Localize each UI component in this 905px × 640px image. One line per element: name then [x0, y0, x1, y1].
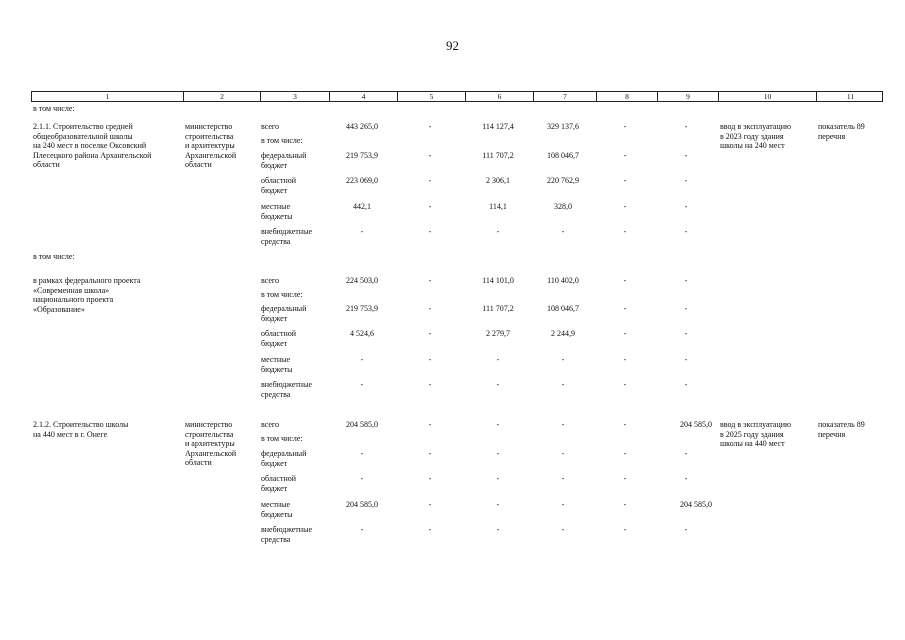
section1-name-line-4: области	[33, 160, 60, 169]
section3-row-1-val-4: -	[623, 449, 627, 458]
section1-name-line-0: 2.1.1. Строительство средней	[33, 122, 133, 131]
section1-row-4-val-3: -	[561, 227, 565, 236]
mid-subheading: в том числе:	[33, 252, 75, 261]
top-subheading: в том числе:	[33, 104, 75, 113]
section2-row-2-source-line-0: областной	[261, 329, 297, 338]
section3-row-3-source-line-1: бюджеты	[261, 510, 293, 519]
section1-row-4-source-line-0: внебюджетные	[261, 227, 312, 236]
section1-indicator-line-0: показатель 89	[818, 122, 865, 131]
section1-name-line-2: на 240 мест в поселке Оксовский	[33, 141, 147, 150]
section1-row-2-val-3: 220 762,9	[547, 176, 579, 185]
section2-row-3-source-line-0: местные	[261, 355, 291, 364]
section1-row-3-val-2: 114,1	[489, 202, 507, 211]
header-cell-7: 7	[533, 92, 596, 101]
section1-row-2-val-5: -	[684, 176, 688, 185]
section1-row-3-val-0: 442,1	[353, 202, 371, 211]
section3-executor-line-3: Архангельской	[185, 448, 237, 458]
section2-row-2-val-3: 2 244,9	[551, 329, 575, 338]
section3-row-0-val-4: -	[623, 420, 627, 429]
section1-row-3-val-4: -	[623, 202, 627, 211]
section1-row-1-val-1: -	[428, 151, 432, 160]
section1-row-4-val-1: -	[428, 227, 432, 236]
section2-row-1-val-1: -	[428, 304, 432, 313]
section3-row-3-val-3: -	[561, 500, 565, 509]
section2-row-4-val-1: -	[428, 380, 432, 389]
section2-row-1-val-4: -	[623, 304, 627, 313]
section2-row-0-source-line-0: всего	[261, 276, 280, 285]
header-cell-3: 3	[260, 92, 329, 101]
section2-row-1-val-3: 108 046,7	[547, 304, 579, 313]
section2-row-3-val-1: -	[428, 355, 432, 364]
section3-row-1-val-2: -	[496, 449, 500, 458]
section2-name-line-2: национального проекта	[33, 295, 114, 304]
section2-row-2-val-5: -	[684, 329, 688, 338]
section1-row-4-source-line-1: средства	[261, 237, 291, 246]
section3-result-line-1: в 2025 году здания	[720, 429, 784, 439]
section1-row-1-val-5: -	[684, 151, 688, 160]
section3-row-1-source-line-0: федеральный	[261, 449, 307, 458]
page-number: 92	[446, 38, 459, 53]
section3-indicator-line-1: перечня	[818, 429, 846, 439]
section3-row-3-source-line-0: местные	[261, 500, 291, 509]
section2-row-1-val-5: -	[684, 304, 688, 313]
column-header-row	[31, 91, 883, 102]
section2-row-3-val-3: -	[561, 355, 565, 364]
section2-row-3-val-0: -	[360, 355, 364, 364]
section1-row-2-source-line-0: областной	[261, 176, 297, 185]
section1-row-2-val-1: -	[428, 176, 432, 185]
section2-row-4-val-4: -	[623, 380, 627, 389]
section1-row-2-val-4: -	[623, 176, 627, 185]
section1-row-0-val-1: -	[428, 122, 432, 131]
header-cell-11: 11	[816, 92, 884, 101]
section3-row-1-val-1: -	[428, 449, 432, 458]
section2-row-4-val-3: -	[561, 380, 565, 389]
section3-row-0-val-5: 204 585,0	[680, 420, 712, 429]
section1-result-line-2: школы на 240 мест	[720, 141, 785, 150]
section2-row-4-val-5: -	[684, 380, 688, 389]
section3-row-3-val-4: -	[623, 500, 627, 509]
section2-row-3-source-line-1: бюджеты	[261, 365, 293, 374]
header-cell-10: 10	[718, 92, 816, 101]
section1-row-2-val-2: 2 306,1	[486, 176, 510, 185]
section2-row-0-val-4: -	[623, 276, 627, 285]
section1-row-1-val-3: 108 046,7	[547, 151, 579, 160]
section3-row-3-val-0: 204 585,0	[346, 500, 378, 509]
section2-row-0-val-1: -	[428, 276, 432, 285]
section3-executor-line-0: министерство	[185, 420, 233, 429]
section2-name-line-0: в рамках федерального проекта	[33, 276, 141, 285]
header-cell-2: 2	[183, 92, 260, 101]
section2-row-3-val-4: -	[623, 355, 627, 364]
section2-row-1-val-0: 219 753,9	[346, 304, 378, 313]
section3-row-0-source-line-0: всего	[261, 420, 280, 429]
section1-executor-line-4: области	[185, 160, 212, 169]
section1-name-line-3: Плесецкого района Архангельской	[33, 150, 152, 160]
section1-row-0-val-3: 329 137,6	[547, 122, 579, 131]
section1-row-3-val-5: -	[684, 202, 688, 211]
section3-row-2-source-line-0: областной	[261, 474, 297, 483]
section2-row-4-source-line-1: средства	[261, 390, 291, 399]
section3-row-4-val-4: -	[623, 525, 627, 534]
section1-row-2-val-0: 223 069,0	[346, 176, 378, 185]
section3-row-4-val-5: -	[684, 525, 688, 534]
section1-row-1-val-0: 219 753,9	[346, 151, 378, 160]
section3-row-2-val-4: -	[623, 474, 627, 483]
section3-row-4-val-2: -	[496, 525, 500, 534]
section3-name-line-1: на 440 мест в г. Онеге	[33, 429, 108, 439]
section1-row-1-val-4: -	[623, 151, 627, 160]
section1-incl-label: в том числе:	[261, 136, 303, 145]
section1-name-line-1: общеобразовательной школы	[33, 131, 133, 141]
section3-row-3-val-1: -	[428, 500, 432, 509]
header-cell-5: 5	[397, 92, 465, 101]
section1-row-1-source-line-1: бюджет	[261, 161, 288, 170]
section3-indicator-line-0: показатель 89	[818, 420, 865, 429]
section1-row-0-val-2: 114 127,4	[482, 122, 514, 131]
section3-row-4-val-0: -	[360, 525, 364, 534]
section1-row-0-source-line-0: всего	[261, 122, 280, 131]
header-cell-1: 1	[105, 92, 110, 101]
section3-executor-line-2: и архитектуры	[185, 439, 235, 448]
section1-row-3-val-3: 328,0	[554, 202, 572, 211]
section2-row-3-val-5: -	[684, 355, 688, 364]
section3-row-2-val-0: -	[360, 474, 364, 483]
section1-row-0-val-5: -	[684, 122, 688, 131]
section1-indicator-line-1: перечня	[818, 131, 846, 141]
section3-row-1-val-5: -	[684, 449, 688, 458]
section3-row-4-val-1: -	[428, 525, 432, 534]
section1-executor-line-0: министерство	[185, 122, 233, 131]
section2-row-2-val-0: 4 524,6	[350, 329, 374, 338]
section3-row-3-val-2: -	[496, 500, 500, 509]
section2-row-1-val-2: 111 707,2	[482, 304, 514, 313]
header-cell-6: 6	[465, 92, 533, 101]
section3-row-2-val-2: -	[496, 474, 500, 483]
section2-row-1-source-line-0: федеральный	[261, 304, 307, 313]
section2-row-2-val-1: -	[428, 329, 432, 338]
section1-row-1-source-line-0: федеральный	[261, 151, 307, 160]
section2-incl-label: в том числе:	[261, 290, 303, 299]
section3-row-3-val-5: 204 585,0	[680, 500, 712, 509]
section3-row-2-val-1: -	[428, 474, 432, 483]
section1-row-2-source-line-1: бюджет	[261, 186, 288, 195]
section1-row-4-val-2: -	[496, 227, 500, 236]
section1-result-line-1: в 2023 году здания	[720, 131, 784, 141]
section1-executor-line-2: и архитектуры	[185, 141, 235, 150]
section3-row-0-val-0: 204 585,0	[346, 420, 378, 429]
section3-row-0-val-1: -	[428, 420, 432, 429]
section1-result-line-0: ввод в эксплуатацию	[720, 122, 791, 131]
section2-row-2-source-line-1: бюджет	[261, 339, 288, 348]
section3-row-4-val-3: -	[561, 525, 565, 534]
section2-name-line-3: «Образование»	[33, 304, 85, 314]
section2-row-4-val-0: -	[360, 380, 364, 389]
section1-executor-line-1: строительства	[185, 131, 234, 141]
section1-row-0-val-4: -	[623, 122, 627, 131]
section1-executor-line-3: Архангельской	[185, 150, 237, 160]
section3-row-2-val-5: -	[684, 474, 688, 483]
section1-row-3-source-line-0: местные	[261, 202, 291, 211]
header-cell-9: 9	[657, 92, 718, 101]
section2-row-0-val-3: 110 402,0	[547, 276, 579, 285]
section3-result-line-2: школы на 440 мест	[720, 439, 785, 448]
section3-row-1-val-0: -	[360, 449, 364, 458]
section3-row-0-val-3: -	[561, 420, 565, 429]
section3-name-line-0: 2.1.2. Строительство школы	[33, 420, 129, 429]
section1-row-4-val-0: -	[360, 227, 364, 236]
section1-row-3-val-1: -	[428, 202, 432, 211]
section1-row-3-source-line-1: бюджеты	[261, 212, 293, 221]
section2-row-2-val-4: -	[623, 329, 627, 338]
section2-row-0-val-0: 224 503,0	[346, 276, 378, 285]
section3-executor-line-4: области	[185, 458, 212, 467]
section3-row-4-source-line-0: внебюджетные	[261, 525, 312, 534]
section3-row-2-val-3: -	[561, 474, 565, 483]
section1-row-4-val-4: -	[623, 227, 627, 236]
section2-row-4-source-line-0: внебюджетные	[261, 380, 312, 389]
section2-name-line-1: «Современная школа»	[33, 285, 110, 295]
section2-row-3-val-2: -	[496, 355, 500, 364]
section1-row-0-val-0: 443 265,0	[346, 122, 378, 131]
section3-row-0-val-2: -	[496, 420, 500, 429]
header-cell-4: 4	[329, 92, 397, 101]
section2-row-4-val-2: -	[496, 380, 500, 389]
section3-row-1-source-line-1: бюджет	[261, 459, 288, 468]
section3-row-4-source-line-1: средства	[261, 535, 291, 544]
section2-row-1-source-line-1: бюджет	[261, 314, 288, 323]
section2-row-0-val-2: 114 101,0	[482, 276, 514, 285]
section2-row-0-val-5: -	[684, 276, 688, 285]
section1-row-4-val-5: -	[684, 227, 688, 236]
section3-incl-label: в том числе:	[261, 434, 303, 443]
section2-row-2-val-2: 2 279,7	[486, 329, 510, 338]
section1-row-1-val-2: 111 707,2	[482, 151, 514, 160]
section3-row-1-val-3: -	[561, 449, 565, 458]
section3-result-line-0: ввод в эксплуатацию	[720, 420, 791, 429]
section3-row-2-source-line-1: бюджет	[261, 484, 288, 493]
header-cell-8: 8	[596, 92, 657, 101]
section3-executor-line-1: строительства	[185, 429, 234, 439]
